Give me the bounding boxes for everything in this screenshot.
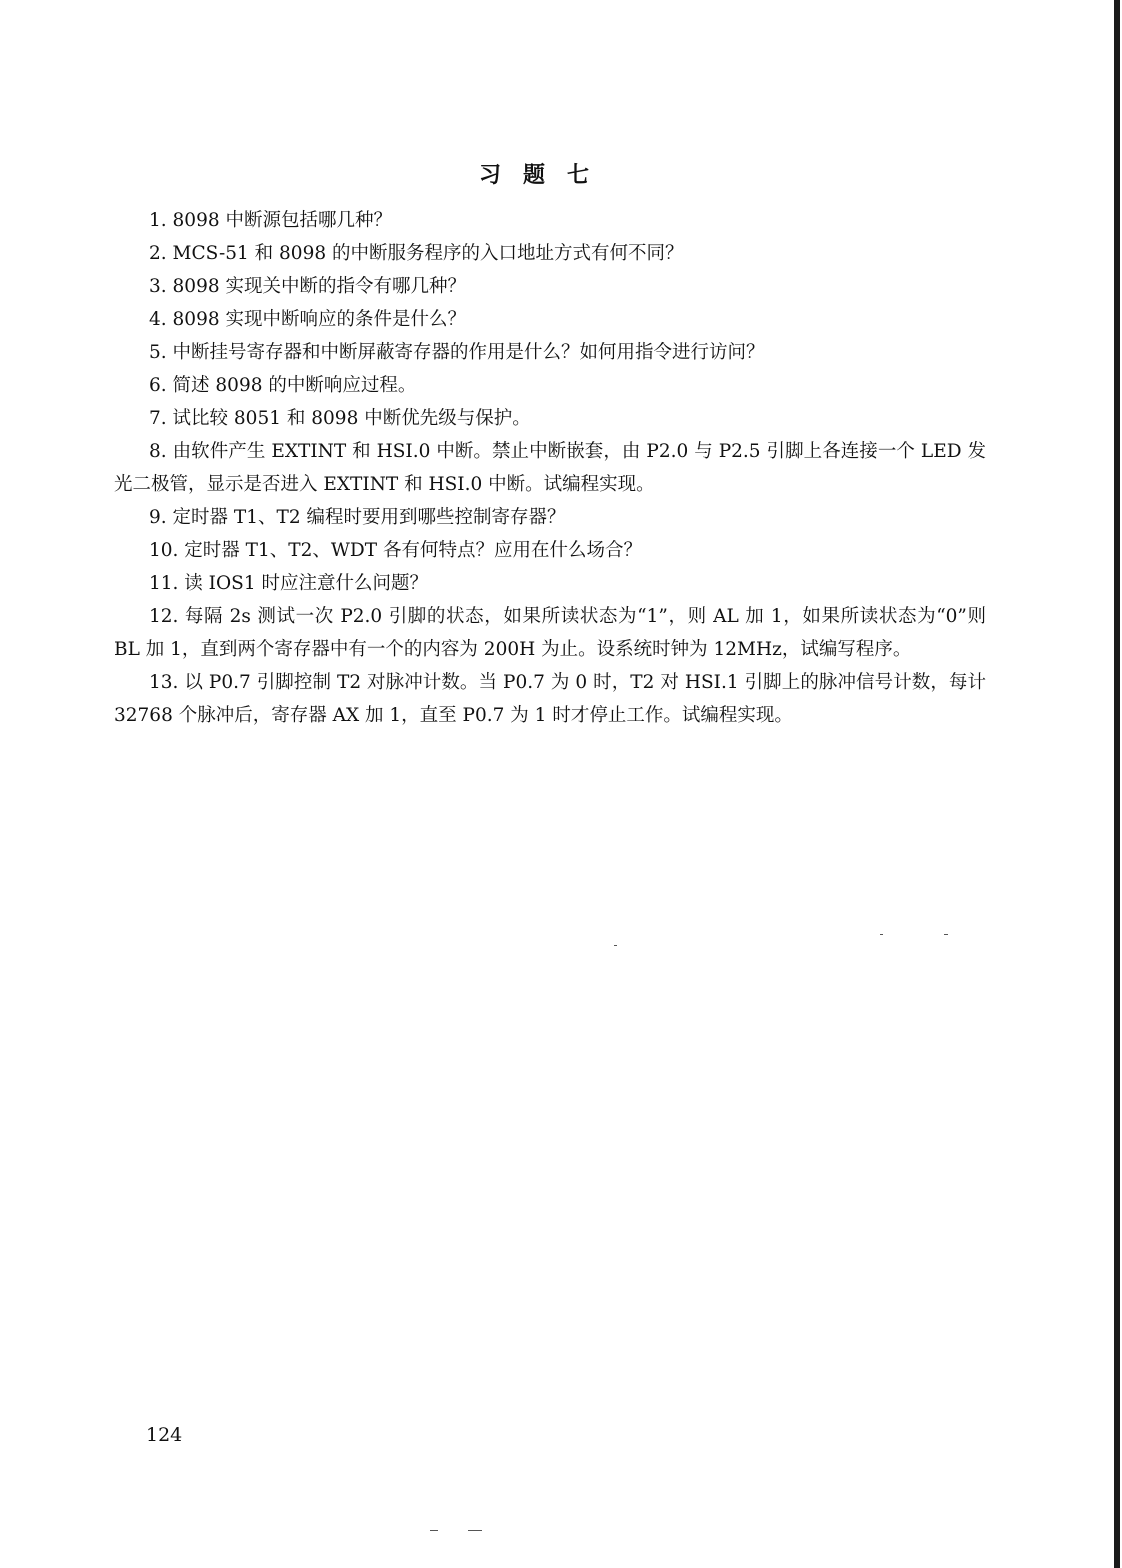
question-9: 9. 定时器 T1、T2 编程时要用到哪些控制寄存器？ bbox=[149, 507, 566, 528]
question-7: 7. 试比较 8051 和 8098 中断优先级与保护。 bbox=[149, 408, 531, 429]
scan-speck bbox=[944, 934, 948, 935]
question-4: 4. 8098 实现中断响应的条件是什么？ bbox=[149, 309, 466, 330]
scan-speck bbox=[614, 945, 617, 946]
question-11: 11. 读 IOS1 时应注意什么问题？ bbox=[149, 573, 428, 594]
scan-speck bbox=[880, 934, 883, 935]
question-8: 8. 由软件产生 EXTINT 和 HSI.0 中断。禁止中断嵌套，由 P2.0 与 P2.5 引脚上各连接一个 LED 发光二极管，显示是否进入 EXTINT 和 HSI.0 中断。试编程实现。 bbox=[114, 441, 986, 495]
question-10: 10. 定时器 T1、T2、WDT 各有何特点？应用在什么场合？ bbox=[149, 540, 642, 561]
question-6: 6. 简述 8098 的中断响应过程。 bbox=[149, 375, 417, 396]
page-title: 习题七 bbox=[478, 163, 611, 188]
question-1: 1. 8098 中断源包括哪几种？ bbox=[149, 210, 392, 231]
question-list bbox=[114, 204, 986, 732]
question-13: 13. 以 P0.7 引脚控制 T2 对脉冲计数。当 P0.7 为 0 时，T2 对 HSI.1 引脚上的脉冲信号计数，每计 32768 个脉冲后，寄存器 AX 加 1，直至 P0.7 为 1 时才停止工作。试编程实现。 bbox=[114, 672, 986, 726]
page-number: 124 bbox=[146, 1424, 183, 1446]
scan-speck bbox=[468, 1530, 482, 1531]
question-5: 5. 中断挂号寄存器和中断屏蔽寄存器的作用是什么？如何用指令进行访问？ bbox=[149, 342, 765, 363]
question-2: 2. MCS-51 和 8098 的中断服务程序的入口地址方式有何不同？ bbox=[149, 243, 684, 264]
question-12: 12. 每隔 2s 测试一次 P2.0 引脚的状态，如果所读状态为“1”，则 AL 加 1，如果所读状态为“0”则 BL 加 1，直到两个寄存器中有一个的内容为 200H 为止。设系统时钟为 12MHz，试编写程序。 bbox=[114, 606, 986, 660]
question-3: 3. 8098 实现关中断的指令有哪几种？ bbox=[149, 276, 466, 297]
scan-speck bbox=[430, 1530, 438, 1531]
scan-edge bbox=[1114, 0, 1120, 1568]
